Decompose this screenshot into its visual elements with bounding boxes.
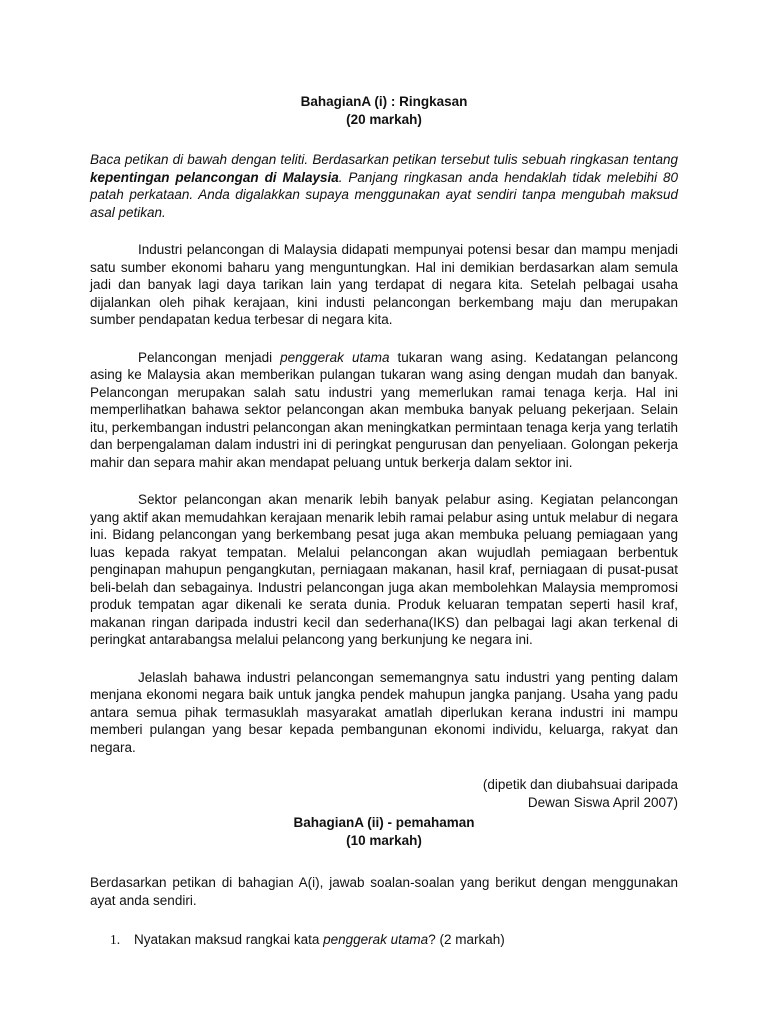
question-1-text-end: ? (2 markah) [428,932,505,947]
paragraph-2-start: Pelancongan menjadi [138,349,281,365]
paragraph-2-emphasis: penggerak utama [280,349,390,365]
instruction-text-start: Baca petikan di bawah dengan teliti. Berdasarkan petikan tersebut tulis sebuah ringkasan tentang [90,152,678,167]
instruction-topic: kepentingan pelancongan di Malaysia [90,169,339,185]
passage-paragraph-1: Industri pelancongan di Malaysia didapati mempunyai potensi besar dan mampu menjadi satu sumber ekonomi baharu yang menguntungkan. Hal ini demikian berdasarkan alam semula jadi dan banyak lagi daya tarikan lain yang terdapat di negara kita. Setelah pelbagai usaha dijalankan oleh pihak kerajaan, kini industi pelancongan berkembang maju dan merupakan sumber pendapatan kedua terbesar di negara kita. [90,242,678,327]
section-a2-marks: (10 markah) [346,833,422,848]
summary-instruction [90,151,678,221]
section-a2-title: BahagianA (ii) - pemahaman [293,815,475,830]
section-a1-marks: (20 markah) [346,112,422,127]
question-1-term: penggerak utama [323,932,429,947]
question-instruction: Berdasarkan petikan di bahagian A(i), jawab soalan-soalan yang berikut dengan menggunakan ayat anda sendiri. [90,875,678,908]
source-line-1: (dipetik dan diubahsuai daripada [482,777,678,792]
passage-paragraph-4: Jelaslah bahawa industri pelancongan sememangnya satu industri yang penting dalam menjana ekonomi negara baik untuk jangka pendek mahupun jangka panjang. Usaha yang padu antara semua pihak termasuklah masyarakat amatlah diperlukan kerana industri ini mampu memberi pulangan yang besar kepada pembangunan ekonomi individu, keluarga, rakyat dan negara. [90,669,678,755]
question-1-number: 1. [110,932,121,947]
section-a1-heading [90,93,678,129]
passage-paragraph-3: Sektor pelancongan akan menarik lebih banyak pelabur asing. Kegiatan pelancongan yang aktif akan memudahkan kerajaan menarik lebih ramai pelabur asing untuk melabur di negara ini. Bidang pelancongan yang berkembang pesat juga akan membuka peluang pemiagaan yang luas kepada rakyat tempatan. Melalui pelancongan akan wujudlah pemiagaan berbentuk penginapan mahupun pengangkutan, perniagaan makanan, hasil kraf, perniagaan di pusat-pusat beli-belah dan sebagainya. Industri pelancongan juga akan membolehkan Malaysia mempromosi produk tempatan agar dikenali ke serata dunia. Produk keluaran tempatan seperti hasil kraf, makanan ringan daripada industri kecil dan sederhana(IKS) dan pelbagai lagi akan terkenal di peringkat antarabangsa melalui pelancong yang berkunjung ke negara ini. [90,492,678,647]
section-a2-heading [90,814,678,850]
instruction-text-end: . Panjang ringkasan anda hendaklah tidak melebihi 80 patah perkataan. Anda digalakkan supaya menggunakan ayat sendiri tanpa mengubah maksud asal petikan. [90,169,678,220]
section-a1-title: BahagianA (i) : Ringkasan [300,94,468,109]
question-1 [90,932,678,948]
paragraph-2-rest: tukaran wang asing. Kedatangan pelancong asing ke Malaysia akan memberikan pulangan tukaran wang asing dengan mudah dan banyak. Pelancongan merupakan salah satu industri yang memerlukan ramai tenaga kerja. Hal ini memperlihatkan bahawa sektor pelancongan akan membuka banyak peluang pekerjaan. Selain itu, perkembangan industri pelancongan akan meningkatkan permintaan tenaga kerja yang terlatih dan berpengalaman dalam industri ini di peringkat pengurusan dan penyeliaan. Golongan pekerja mahir dan separa mahir akan mendapat peluang untuk berkerja dalam sektor ini. [90,349,678,470]
passage-source [90,776,678,812]
question-1-text-start: Nyatakan maksud rangkai kata [134,932,324,947]
source-line-2: Dewan Siswa April 2007) [527,795,678,810]
passage-paragraph-2 [90,349,678,472]
